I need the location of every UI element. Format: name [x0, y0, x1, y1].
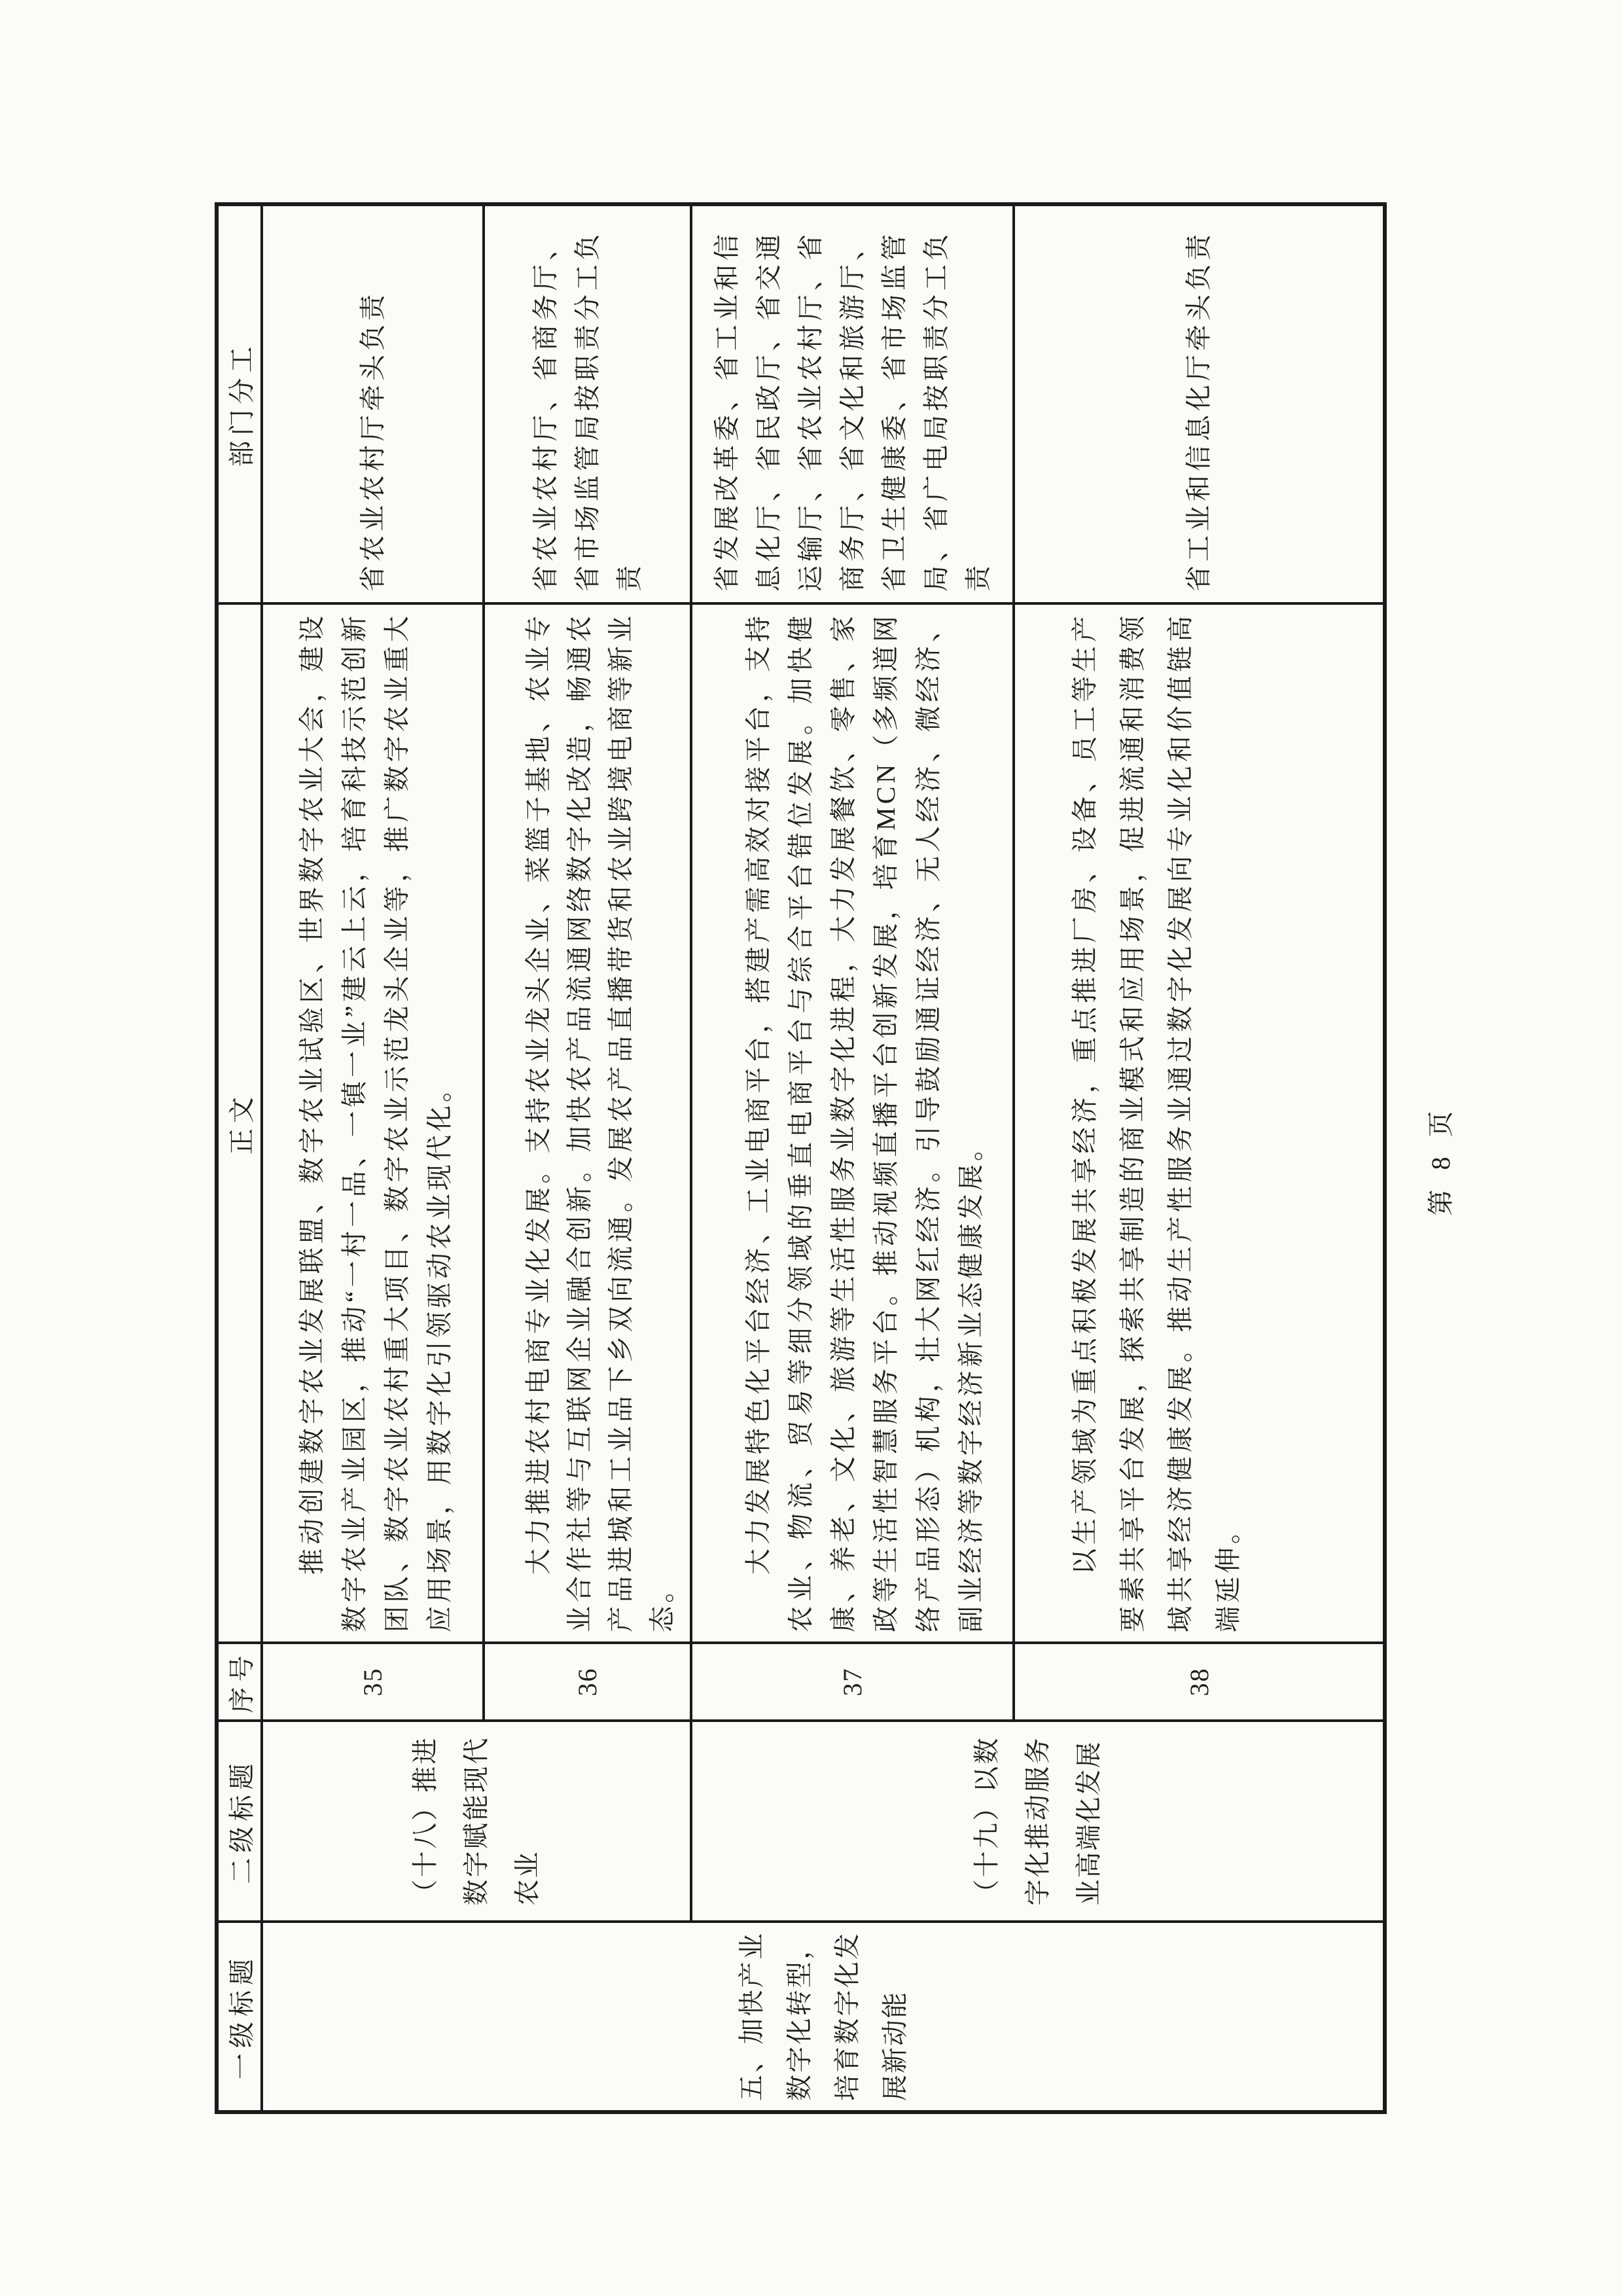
- dept-cell-36: 省农业农村厅、省商务厅、省市场监管局按职责分工负责: [484, 204, 691, 603]
- task-division-table: [215, 202, 1387, 2114]
- seq-cell-36: 36: [484, 1643, 691, 1721]
- level2-heading-cell-18: [262, 1721, 691, 1922]
- level2-heading-cell-19: [691, 1721, 1385, 1922]
- table-row-37: [691, 204, 1014, 2112]
- body-cell-35: 推动创建数字农业发展联盟、数字农业试验区、世界数字农业大会，建设数字农业产业园区，推动“一村一品、一镇一业”建云上云，培育科技示范创新团队、数字农业农村重大项目、数字农业示范龙头企业等，推广数字农业重大应用场景，用数字化引领驱动农业现代化。: [262, 603, 484, 1643]
- dept-cell-35: 省农业农村厅牵头负责: [262, 204, 484, 603]
- header-seq: 序号: [217, 1643, 262, 1721]
- body-cell-36: 大力推进农村电商专业化发展。支持农业龙头企业、菜篮子基地、农业专业合作社等与互联网企业融合创新。加快农产品流通网络数字化改造，畅通农产品进城和工业品下乡双向流通。发展农产品直播带货和农业跨境电商等新业态。: [484, 603, 691, 1643]
- level2-heading-text-19: （十九）以数字化推动服务业高端化发展: [971, 1736, 1103, 1906]
- dept-cell-38: 省工业和信息化厅牵头负责: [1014, 204, 1385, 603]
- header-body: 正文: [217, 603, 262, 1643]
- body-cell-38: 以生产领域为重点积极发展共享经济，重点推进厂房、设备、员工等生产要素共享平台发展，探索共享制造的商业模式和应用场景，促进流通和消费领域共享经济健康发展。推动生产性服务业通过数字化发展向专业化和价值链高端延伸。: [1014, 603, 1385, 1643]
- level1-heading-cell: [262, 1922, 1385, 2112]
- seq-cell-38: 38: [1014, 1643, 1385, 1721]
- page-number: 第 8 页: [1426, 1104, 1455, 1216]
- seq-cell-35: 35: [262, 1643, 484, 1721]
- body-cell-37: 大力发展特色化平台经济、工业电商平台，搭建产需高效对接平台，支持农业、物流、贸易等细分领域的垂直电商平台与综合平台错位发展。加快健康、养老、文化、旅游等生活性服务业数字化进程，大力发展餐饮、零售、家政等生活性智慧服务平台。推动视频直播平台创新发展，培育MCN（多频道网络产品形态）机构，壮大网红经济。引导鼓励通证经济、无人经济、微经济、副业经济等数字经济新业态健康发展。: [691, 603, 1014, 1643]
- level2-heading-text-18: （十八）推进数字赋能现代农业: [410, 1736, 542, 1906]
- rotated-table-stage: [215, 206, 1458, 2114]
- seq-cell-37: 37: [691, 1643, 1014, 1721]
- table-header-row: [217, 204, 262, 2112]
- header-departments: 部门分工: [217, 204, 262, 603]
- table-row-35: [262, 204, 484, 2112]
- dept-cell-37: 省发展改革委、省工业和信息化厅、省民政厅、省交通运输厅、省农业农村厅、省商务厅、省文化和旅游厅、省卫生健康委、省市场监管局、省广电局按职责分工负责: [691, 204, 1014, 603]
- header-level2: 二级标题: [217, 1721, 262, 1922]
- header-level1: 一级标题: [217, 1922, 262, 2112]
- level1-heading-text: 五、加快产业数字化转型，培育数字化发展新动能: [736, 1932, 910, 2101]
